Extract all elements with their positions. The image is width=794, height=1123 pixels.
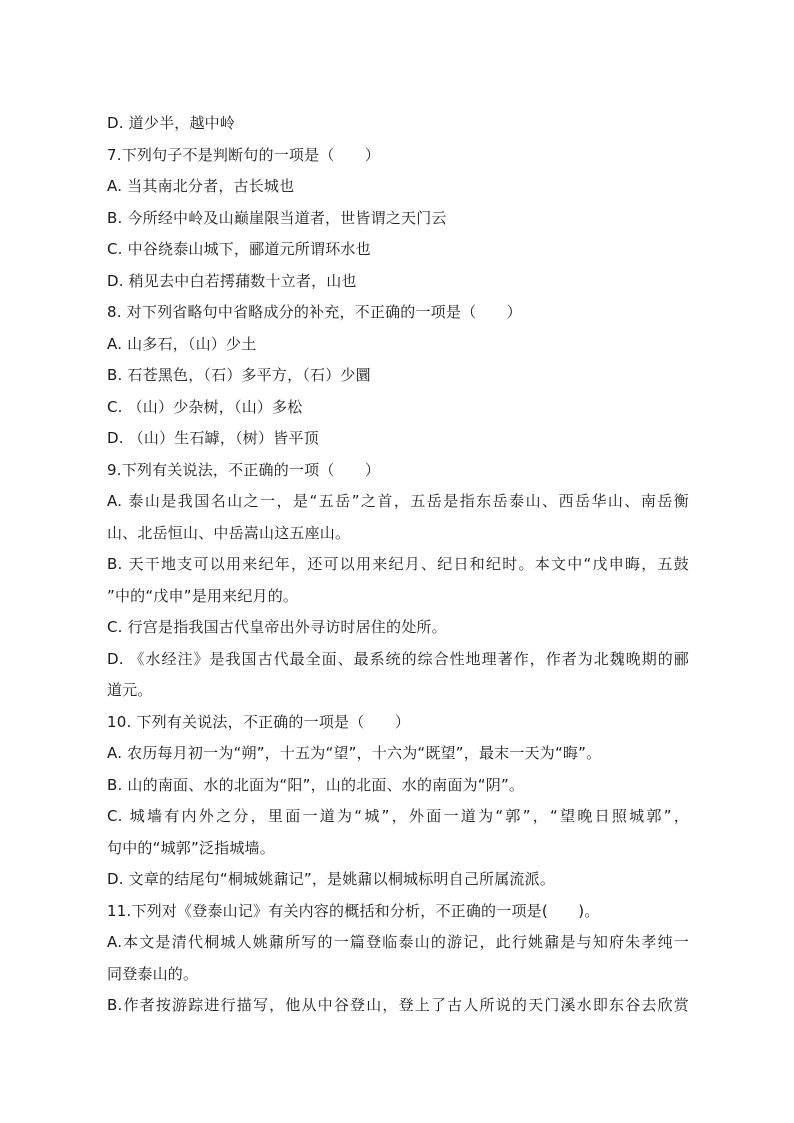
q7-option-d: D. 稍见去中白若摴蒱数十立者，山也 <box>107 271 357 290</box>
q10-option-c-line1: C. 城墙有内外之分，里面一道为“城”，外面一道为“郭”，“望晚日照城郭”， <box>107 807 689 825</box>
q8-option-b: B. 石苍黑色，（石）多平方，（石）少圜 <box>107 366 371 384</box>
q9-option-b-line1: B. 天干地支可以用来纪年，还可以用来纪月、纪日和纪时。本文中“戊申晦，五鼓 <box>107 555 689 573</box>
question-8-stem: 8. 对下列省略句中省略成分的补充，不正确的一项是（ ） <box>107 303 522 321</box>
q9-option-c: C. 行宫是指我国古代皇帝出外寻访时居住的处所。 <box>107 618 447 636</box>
q7-option-b: B. 今所经中岭及山巅崖限当道者，世皆谓之天门云 <box>107 208 447 227</box>
q9-option-a-line1: A. 泰山是我国名山之一，是“五岳”之首，五岳是指东岳泰山、西岳华山、南岳衡 <box>107 492 689 510</box>
question-11-stem: 11.下列对《登泰山记》有关内容的概括和分析，不正确的一项是( )。 <box>107 901 600 920</box>
q9-option-a-line2: 山、北岳恒山、中岳嵩山这五座山。 <box>107 523 351 542</box>
q11-option-b-line1: B.作者按游踪进行描写，他从中谷登山，登上了古人所说的天门溪水即东谷去欣赏 <box>107 996 689 1014</box>
q7-option-a: A. 当其南北分者，古长城也 <box>107 177 295 195</box>
q8-option-a: A. 山多石，（山）少土 <box>107 334 257 353</box>
q8-option-c: C. （山）少杂树，（山）多松 <box>107 397 303 416</box>
q8-option-d: D. （山）生石罅，（树）皆平顶 <box>107 429 319 447</box>
q9-option-d-line1: D. 《水经注》是我国古代最全面、最系统的综合性地理著作，作者为北魏晚期的郦 <box>107 649 689 668</box>
q10-option-b: B. 山的南面、水的北面为“阳”，山的北面、水的南面为“阴”。 <box>107 775 525 794</box>
question-text-block <box>107 108 689 1022</box>
q11-option-a-line2: 同登泰山的。 <box>107 964 199 983</box>
option-d-q6: D. 道少半，越中岭 <box>107 114 236 132</box>
q10-option-d: D. 文章的结尾句“桐城姚鼐记”，是姚鼐以桐城标明自己所属流派。 <box>107 870 556 888</box>
question-7-stem: 7.下列句子不是判断句的一项是（ ） <box>107 145 381 164</box>
q9-option-d-line2: 道元。 <box>107 681 153 699</box>
q7-option-c: C. 中谷绕泰山城下，郦道元所谓环水也 <box>107 240 371 258</box>
q10-option-a: A. 农历每月初一为“朔”，十五为“望”，十六为“既望”，最末一天为“晦”。 <box>107 744 602 762</box>
question-10-stem: 10. 下列有关说法，不正确的一项是（ ） <box>107 712 411 731</box>
question-9-stem: 9.下列有关说法，不正确的一项（ ） <box>107 460 381 479</box>
q9-option-b-line2: ”中的“戊申”是用来纪月的。 <box>107 586 299 605</box>
q11-option-a-line1: A.本文是清代桐城人姚鼐所写的一篇登临泰山的游记，此行姚鼐是与知府朱孝纯一 <box>107 933 689 951</box>
q10-option-c-line2: 句中的“城郭”泛指城墙。 <box>107 838 275 857</box>
